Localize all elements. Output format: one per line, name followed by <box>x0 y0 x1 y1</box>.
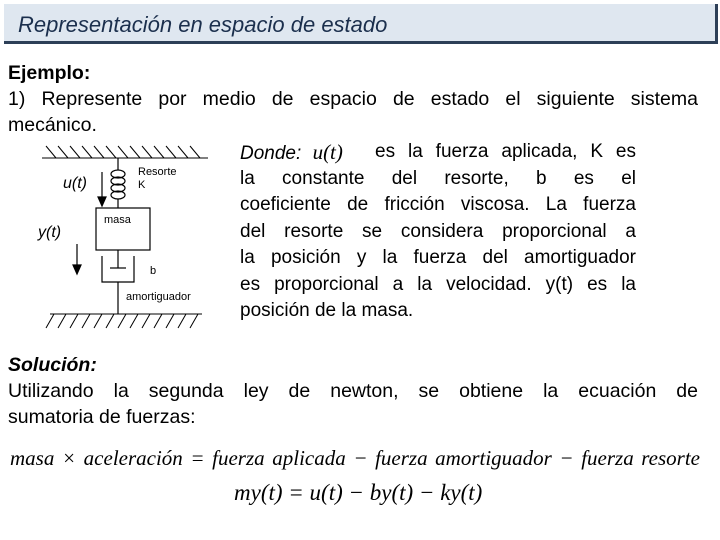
mechanical-system-diagram <box>30 140 230 336</box>
solution-line-1: Utilizando la segunda ley de newton, se obtiene la ecuación de <box>8 380 698 402</box>
description-line-1: es la fuerza aplicada, K es <box>375 141 636 162</box>
description-where-line <box>240 139 349 167</box>
solution-heading: Solución: <box>8 354 97 376</box>
damper-label: amortiguador <box>126 291 191 303</box>
symbolic-equation: my(t) = u(t) − by(t) − ky(t) <box>234 480 483 505</box>
input-force-arrow <box>98 172 106 206</box>
input-label: u(t) <box>63 175 87 192</box>
description-body <box>240 166 636 325</box>
description-line-3: coeficiente de fricción viscosa. La fuerza <box>240 194 636 215</box>
description-line-2: la constante del resorte, b es el <box>240 167 636 189</box>
example-line-1: 1) Represente por medio de espacio de estado el siguiente sistema <box>8 88 698 110</box>
spring-label: Resorte <box>138 166 177 178</box>
where-label: Donde: <box>240 143 302 164</box>
description-line-5: la posición y la fuerza del amortiguador <box>240 247 636 268</box>
mass-label: masa <box>104 214 131 226</box>
description-line-1-wrap <box>375 139 636 166</box>
spring-constant-label: K <box>138 179 146 191</box>
description-line-4: del resorte se considera proporcional a <box>240 220 636 242</box>
damper <box>102 250 134 314</box>
damper-b-label: b <box>150 265 157 277</box>
solution-line-2: sumatoria de fuerzas: <box>8 406 196 428</box>
spring <box>111 158 125 208</box>
title-bar <box>4 4 718 44</box>
floor-hatch <box>46 314 202 328</box>
example-line-2: mecánico. <box>8 114 97 136</box>
output-arrow <box>73 244 81 274</box>
slide-title: Representación en espacio de estado <box>18 12 388 37</box>
description-line-7: posición de la masa. <box>240 300 414 321</box>
description-line-6: es proporcional a la velocidad. y(t) es la <box>240 273 636 295</box>
input-symbol: u(t) <box>312 140 343 164</box>
example-heading: Ejemplo: <box>8 62 91 84</box>
word-equation: masa × aceleración = fuerza aplicada − fuerza amortiguador − fuerza resorte <box>10 446 700 470</box>
output-label: y(t) <box>38 224 62 241</box>
ceiling-hatch <box>42 146 208 158</box>
